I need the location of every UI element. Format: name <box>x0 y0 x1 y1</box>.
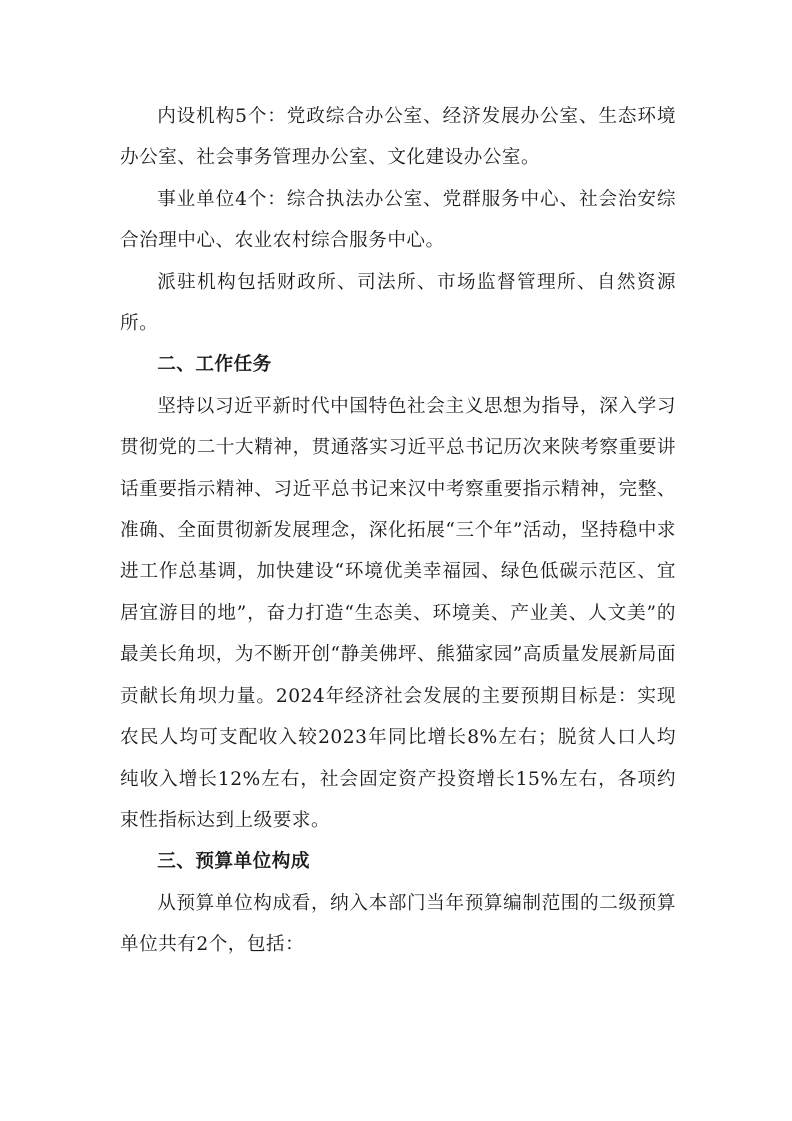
paragraph-budget-units: 从预算单位构成看，纳入本部门当年预算编制范围的二级预算单位共有2个，包括： <box>120 892 676 956</box>
paragraph-dispatched-agencies: 派驻机构包括财政所、司法所、市场监督管理所、自然资源所。 <box>120 271 676 335</box>
paragraph-work-tasks: 坚持以习近平新时代中国特色社会主义思想为指导，深入学习贯彻党的二十大精神，贯通落实习近平总书记历次来陕考察重要讲话重要指示精神、习近平总书记来汉中考察重要指示精神，完整、准确、全面贯彻新发展理念，深化拓展“三个年”活动，坚持稳中求进工作总基调，加快建设“环境优美幸福园、绿色低碳示范区、宜居宜游目的地”，奋力打造“生态美、环境美、产业美、人文美”的最美长角坝，为不断开创“静美佛坪、熊猫家园”高质量发展新局面贡献长角坝力量。2024年经济社会发展的主要预期目标是：实现农民人均可支配收入较2023年同比增长8%左右；脱贫人口人均纯收入增长12%左右，社会固定资产投资增长15%左右，各项约束性指标达到上级要求。 <box>120 395 676 831</box>
section-heading-work-tasks: 二、工作任务 <box>157 354 272 376</box>
paragraph-public-institutions: 事业单位4个：综合执法办公室、党群服务中心、社会治安综合治理中心、农业农村综合服务中心。 <box>120 188 676 252</box>
paragraph-internal-institutions: 内设机构5个：党政综合办公室、经济发展办公室、生态环境办公室、社会事务管理办公室、文化建设办公室。 <box>120 106 676 169</box>
section-heading-budget-units: 三、预算单位构成 <box>157 851 310 873</box>
document-body <box>120 96 676 966</box>
